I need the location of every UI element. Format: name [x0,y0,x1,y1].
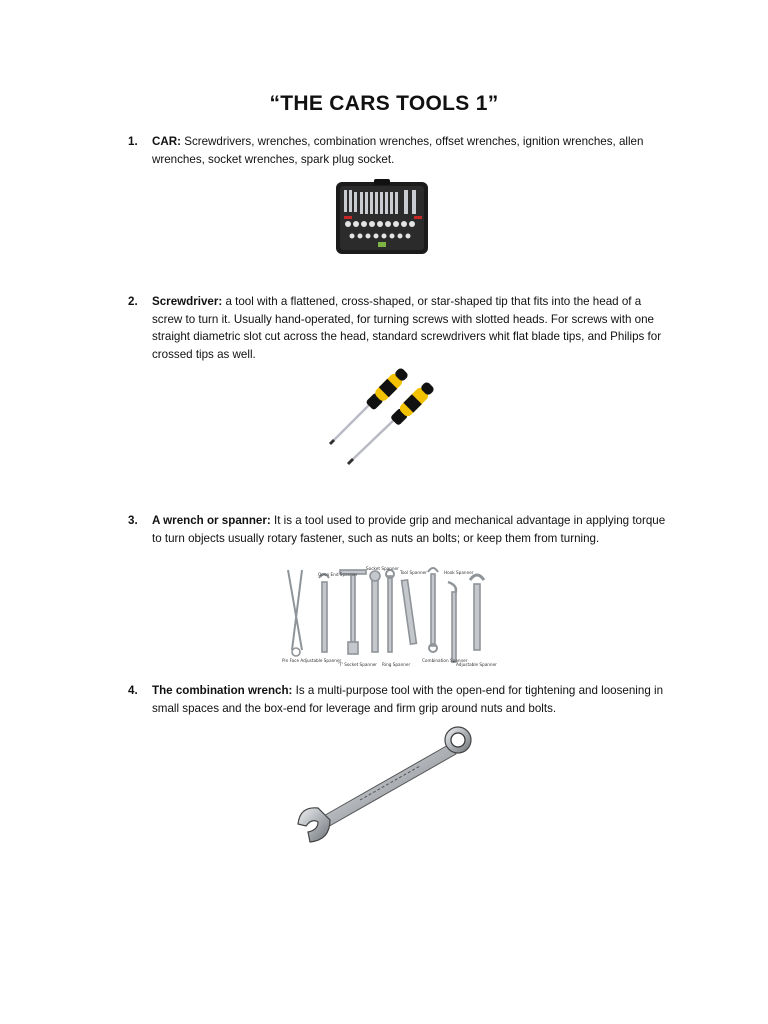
item-body [152,133,668,168]
item-text: Screwdrivers, wrenches, combination wrenches, offset wrenches, ignition wrenches, allen wrenches, socket wrenches, spark plug socket. [152,135,644,166]
combination-wrench-image [290,722,480,848]
item-number: 2. [128,295,138,308]
label-pin-face: Pin Face Adjustable Spanner [282,658,342,663]
item-term: The combination wrench: [152,684,293,697]
list-item-wrench [128,512,668,547]
label-socket: Socket Spanner [366,566,399,571]
label-combination: Combination Spanner [422,658,468,663]
item-body [152,682,668,717]
list-item-screwdriver [128,293,668,363]
item-term: A wrench or spanner: [152,514,271,527]
list-item-combination-wrench [128,682,668,717]
label-open-end: Open End Spanner [318,572,358,577]
item-term: CAR: [152,135,181,148]
item-number: 4. [128,684,138,697]
wrench-types-chart-image [278,562,497,672]
tool-case-image [334,178,430,258]
item-text: Is a multi-purpose tool with the open-end for tightening and loosening in small spaces and the box-end for leverage and firm grip around nuts and bolts. [152,684,664,715]
item-number: 1. [128,135,138,148]
item-body [152,512,668,547]
item-text: It is a tool used to provide grip and mechanical advantage in applying torque to turn objects usually rotary fastener, such as nuts an bolts; or keep them from turning. [152,514,666,545]
label-adjustable: Adjustable Spanner [456,662,497,667]
item-body [152,293,668,363]
item-number: 3. [128,514,138,527]
label-t-socket: 'T' Socket Spanner [338,662,378,667]
label-tool: Tool Spanner [400,570,427,575]
screwdrivers-image [326,368,442,466]
label-ring: Ring Spanner [382,662,411,667]
page-title: “THE CARS TOOLS 1” [269,92,499,115]
item-term: Screwdriver: [152,295,223,308]
item-text: a tool with a flattened, cross-shaped, or star-shaped tip that fits into the head of a screw to turn it. Usually hand-operated, for turning screws with slotted heads. For screws with one straight diametric slot cut across the head, standard screwdrivers whit flat blade tips, and Philips for crossed tips as well. [152,295,662,361]
list-item-car [128,133,668,168]
label-hook: Hook Spanner [444,570,474,575]
